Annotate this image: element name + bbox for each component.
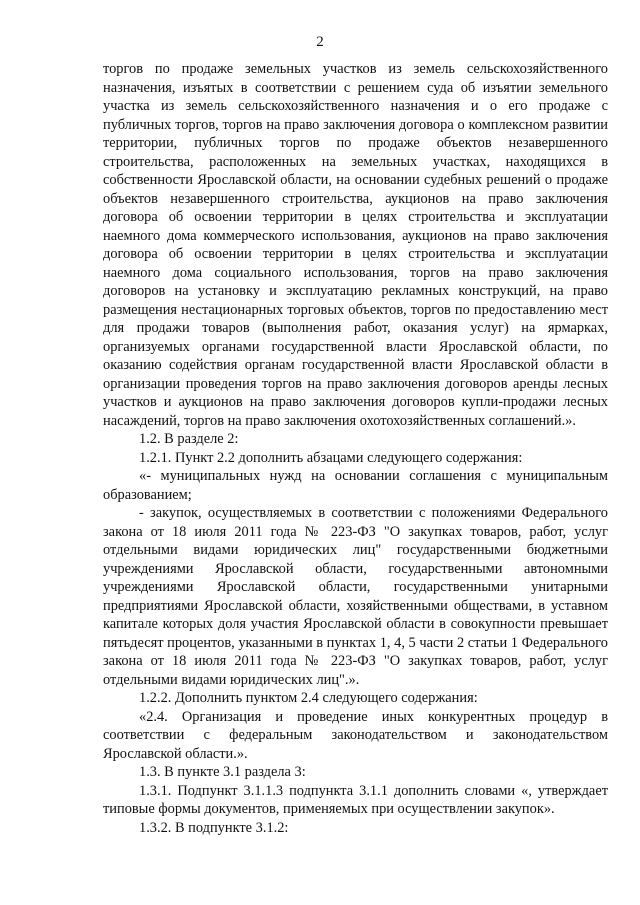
paragraph-clause-2-4: «2.4. Организация и проведение иных конкурентных процедур в соответствии с федеральным законодательством и законодательством Ярославской области.». <box>103 708 608 762</box>
page-number: 2 <box>316 34 324 50</box>
paragraph-section-1-3-2: 1.3.2. В подпункте 3.1.2: <box>139 819 289 836</box>
document-body <box>103 60 608 837</box>
paragraph-section-1-3-1: 1.3.1. Подпункт 3.1.1.3 подпункта 3.1.1 дополнить словами «, утверждает типовые формы документов, применяемых при осуществлении закупок». <box>103 782 608 817</box>
paragraph-section-1-3: 1.3. В пункте 3.1 раздела 3: <box>139 764 306 780</box>
paragraph-section-1-2-1: 1.2.1. Пункт 2.2 дополнить абзацами следующего содержания: <box>139 449 523 466</box>
paragraph-section-1-2: 1.2. В разделе 2: <box>139 431 239 447</box>
paragraph-municipal-needs: «- муниципальных нужд на основании соглашения с муниципальным образованием; <box>103 468 608 503</box>
paragraph-procurement-223fz: - закупок, осуществляемых в соответствии с положениями Федерального закона от 18 июля 2011 года № 223-ФЗ "О закупках товаров, работ, услуг отдельными видами юридических лиц" государственными бюджетными учреждениями Ярославской области, государственными автономными учреждениями Ярославской области, государственными унитарными предприятиями Ярославской области, хозяйственными обществами, в уставном капитале которых доля участия Ярославской области в совокупности превышает пятьдесят процентов, указанными в пунктах 1, 4, 5 части 2 статьи 1 Федерального закона от 18 июля 2011 года № 223-ФЗ "О закупках товаров, работ, услуг отдельными видами юридических лиц".». <box>103 505 608 688</box>
paragraph-section-1-2-2: 1.2.2. Дополнить пунктом 2.4 следующего содержания: <box>139 690 478 706</box>
paragraph-torgi-list: торгов по продаже земельных участков из земель сельскохозяйственного назначения, изъятых в соответствии с решением суда об изъятии земельного участка из земель сельскохозяйственного назначения и о его продаже с публичных торгов, торгов на право заключения договора о комплексном развитии территории, публичных торгов по продаже объектов незавершенного строительства, расположенных на земельных участках, находящихся в собственности Ярославской области, на основании судебных решений о продаже объектов незавершенного строительства, аукционов на право заключения договора об освоении территории в целях строительства и эксплуатации наемного дома коммерческого использования, аукционов на право заключения договора об освоении территории в целях строительства и эксплуатации наемного дома социального использования, торгов на право заключения договоров на установку и эксплуатацию рекламных конструкций, на право размещения нестационарных торговых объектов, торгов по предоставлению мест для продажи товаров (выполнения работ, оказания услуг) на ярмарках, организуемых органами государственной власти Ярославской области, по оказанию содействия органам государственной власти Ярославской области в организации проведения торгов на право заключения договоров аренды лесных участков и аукционов на право заключения договоров купли-продажи лесных насаждений, торгов на право заключения охотохозяйственных соглашений.». <box>103 61 608 429</box>
